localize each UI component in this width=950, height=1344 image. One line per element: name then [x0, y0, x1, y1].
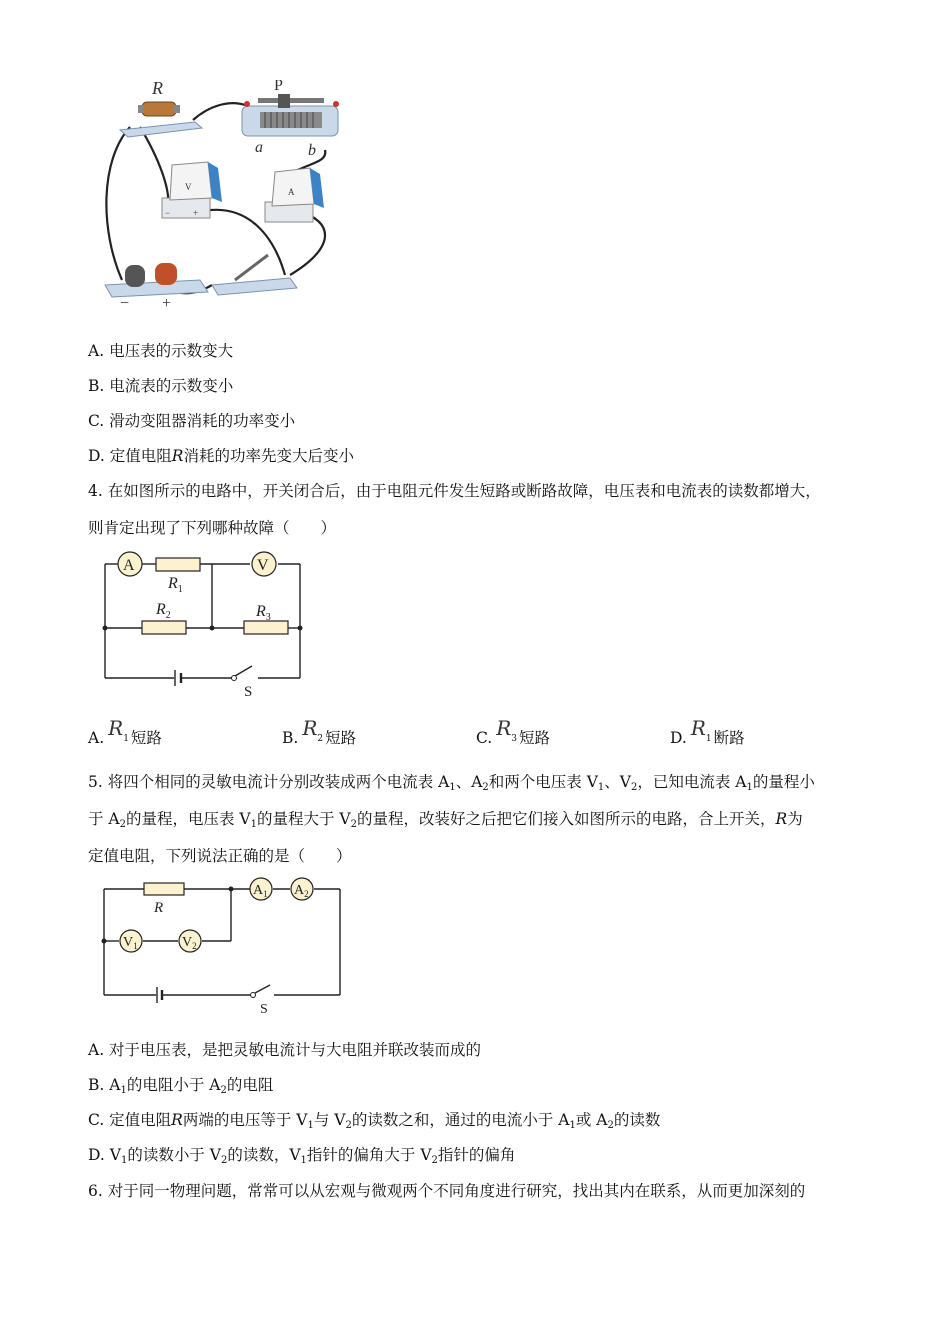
q3-option-a: A. 电压表的示数变大 — [88, 342, 234, 360]
q5-stem-line-1: 5. 将四个相同的灵敏电流计分别改装成两个电流表 $A_1$、$A_2$和两个电压表 $V_1$、$V_2$，已知电流表 $A_1$的量程小 — [88, 773, 815, 793]
svg-text:V1: $V_1$ — [123, 935, 138, 951]
svg-text:+: + — [162, 295, 172, 310]
svg-text:A: A — [123, 557, 135, 574]
q5-stem-line-2: 于 $A_2$的量程，电压表 $V_1$的量程大于 $V_2$的量程，改装好之后把它们接入如图所示的电路，合上开关，R为 — [88, 810, 803, 830]
svg-text:S: S — [260, 1002, 268, 1017]
rheostat-a-label: a — [255, 139, 263, 156]
q5-resistor-R — [144, 883, 184, 895]
q5-option-a: A. 对于电压表，是把灵敏电流计与大电阻并联改装而成的 — [88, 1041, 482, 1059]
q4-R1 — [156, 558, 200, 571]
q4-stem-line-2: 则肯定出现了下列哪种故障（ ） — [88, 519, 337, 537]
q5-option-c: C. 定值电阻R两端的电压等于 $V_1$与 $V_2$的读数之和，通过的电流小于 $A_1$或 $A_2$的读数 — [88, 1111, 661, 1131]
svg-text:−: − — [165, 208, 171, 218]
svg-text:S: S — [244, 684, 253, 700]
svg-text:A2: $A_2$ — [294, 883, 309, 899]
rheostat-P-label: P — [274, 80, 283, 94]
svg-text:V: V — [257, 557, 269, 574]
q3-option-c: C. 滑动变阻器消耗的功率变小 — [88, 412, 296, 430]
q4-option-c: C. R3 短路 — [476, 716, 551, 747]
rheostat — [242, 80, 339, 159]
q4-option-a: A. R1 短路 — [88, 716, 162, 747]
svg-text:A: A — [288, 187, 295, 197]
ammeter — [265, 168, 324, 222]
svg-text:R: R — [154, 900, 164, 916]
fixed-resistor-board — [120, 80, 202, 137]
svg-text:V: V — [185, 182, 192, 192]
q4-R2 — [142, 621, 186, 634]
svg-text:R1: $R_1$ — [168, 575, 183, 595]
q5-option-b: B. $A_1$的电阻小于 $A_2$的电阻 — [88, 1076, 274, 1096]
svg-text:+: + — [193, 208, 199, 218]
svg-text:R3: $R_3$ — [256, 603, 271, 623]
q5-option-d: D. $V_1$的读数小于 $V_2$的读数，$V_1$指针的偏角大于 $V_2$指针的偏角 — [88, 1146, 516, 1166]
q6-stem-line-1: 6. 对于同一物理问题，常常可以从宏观与微观两个不同角度进行研究，找出其内在联系，从而更加深刻的 — [88, 1182, 806, 1200]
q3-option-b: B. 电流表的示数变小 — [88, 377, 234, 395]
q3-circuit-figure — [100, 80, 360, 310]
q3-option-d: D. 定值电阻R消耗的功率先变大后变小 — [88, 447, 354, 465]
q5-stem-line-3: 定值电阻，下列说法正确的是（ ） — [88, 847, 352, 865]
rheostat-b-label: b — [308, 142, 316, 159]
svg-text:−: − — [120, 295, 130, 310]
q4-circuit-diagram — [98, 546, 308, 700]
svg-text:A1: $A_1$ — [253, 883, 268, 899]
q4-option-b: B. R2 短路 — [282, 716, 357, 747]
q5-circuit-diagram — [98, 875, 348, 1020]
battery-board — [105, 263, 208, 310]
resistor-R-label: R — [152, 80, 163, 98]
svg-text:R2: $R_2$ — [156, 601, 171, 621]
svg-text:V2: $V_2$ — [182, 935, 197, 951]
q4-option-d: D. R1 断路 — [670, 716, 745, 747]
q4-stem-line-1: 4. 在如图所示的电路中，开关闭合后，由于电阻元件发生短路或断路故障，电压表和电流表的读数都增大， — [88, 482, 821, 500]
